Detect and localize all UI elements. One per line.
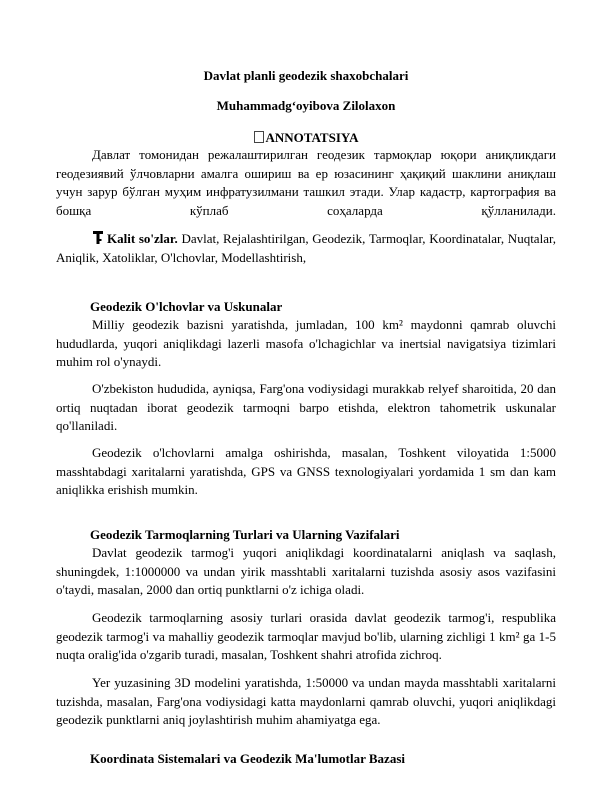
keywords-label: Kalit so'zlar. xyxy=(107,231,178,246)
section-paragraph: Geodezik o'lchovlarni amalga oshirishda, masalan, Toshkent viloyatida 1:5000 masshtabdagi xaritalarni yaratishda, GPS va GNSS texnologiyalari yordamida 1 sm dan kam aniqlikka erishish mumkin. xyxy=(56,445,556,497)
annotation-text: Давлат томонидан режалаштирилган геодезик тармоқлар юқори аниқликдаги геодезиявий ўлчовларни амалга ошириш ва ер юзасининг ҳақиқий шаклини аниқлаш учун зарур бўлган муҳим инфратузилмани ташкил этади. Улар кадастр, картография ва бошқа кўплаб соҳаларда қўлланилади. xyxy=(56,147,556,218)
section-paragraph: Davlat geodezik tarmog'i yuqori aniqlikdagi koordinatalarni aniqlash va saqlash, shuningdek, 1:1000000 va undan yirik masshtabli xaritalarni tuzishda asosiy asos vazifasini o'taydi, masalan, 2000 dan ortiq punktlarni o'z ichiga oladi. xyxy=(56,545,556,597)
key-icon xyxy=(92,231,104,245)
keywords-paragraph xyxy=(56,230,556,267)
section-heading-measurements: Geodezik O'lchovlar va Uskunalar xyxy=(90,299,283,314)
section-paragraph: Yer yuzasining 3D modelini yaratishda, 1:50000 va undan mayda masshtabli xaritalarni tuzishda, masalan, Farg'ona vodiysidagi katta maydonlarni qamrab oluvchi, yuqori aniqlikdagi geodezik punktlarni aniq joylashtirish muhim ahamiyatga ega. xyxy=(56,675,556,727)
section-paragraph: Geodezik tarmoqlarning asosiy turlari orasida davlat geodezik tarmog'i, respublika geodezik tarmog'i va mahalliy geodezik tarmoqlar mavjud bo'lib, ularning zichligi 1 km² ga 1-5 nuqta oralig'ida o'zgarib turadi, masalan, Toshkent shahri atrofida zichroq. xyxy=(56,610,556,662)
paper-title: Davlat planli geodezik shaxobchalari xyxy=(203,68,409,83)
missing-glyph-icon xyxy=(254,131,264,143)
annotation-heading-text: ANNOTATSIYA xyxy=(265,130,359,145)
section-paragraph: O'zbekiston hududida, ayniqsa, Farg'ona vodiysidagi murakkab relyef sharoitida, 20 dan ortiq nuqtadan iborat geodezik tarmoqni barpo etishda, elektron tahometrik uskunalar qo'llaniladi. xyxy=(56,381,556,433)
section-heading-network-types: Geodezik Tarmoqlarning Turlari va Ularning Vazifalari xyxy=(90,527,400,542)
keywords-text: Davlat, Rejalashtirilgan, Geodezik, Tarmoqlar, Koordinatalar, Nuqtalar, Aniqlik, Xatoliklar, O'lchovlar, Modellashtirish, xyxy=(56,231,557,265)
section-paragraph: Milliy geodezik bazisni yaratishda, jumladan, 100 km² maydonni qamrab oluvchi hududlarda, yuqori aniqlikdagi lazerli masofa o'lchagichlar va inertsial navigatsiya tizimlari muhim rol o'ynaydi. xyxy=(56,317,556,369)
author-name: Muhammadg‘oyibova Zilolaxon xyxy=(216,98,396,113)
annotation-heading xyxy=(0,130,612,146)
section-heading-coordinate-systems: Koordinata Sistemalari va Geodezik Ma'lumotlar Bazasi xyxy=(90,751,405,766)
